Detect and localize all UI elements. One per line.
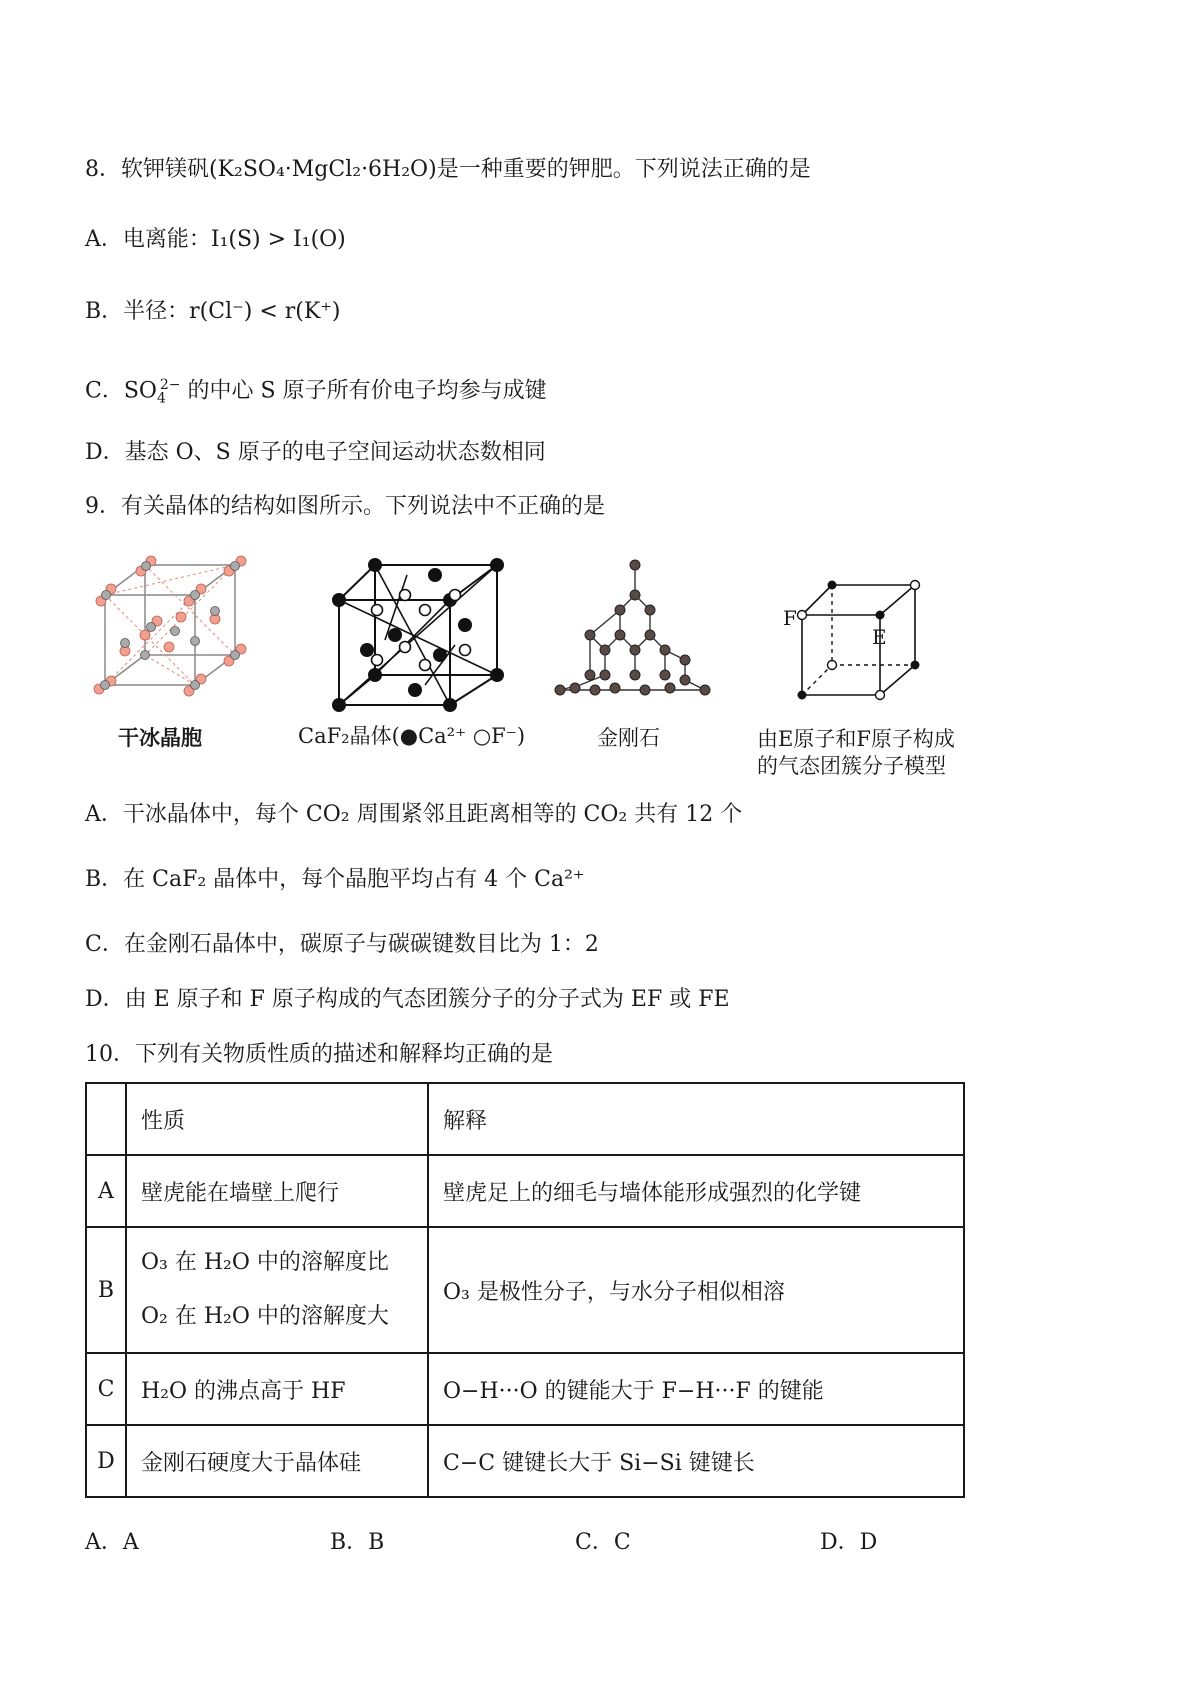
question-8-stem: 8．软钾镁矾(K₂SO₄·MgCl₂·6H₂O)是一种重要的钾肥。下列说法正确的是 [85,157,811,182]
table-header-label [86,1083,126,1155]
caf2-caption: CaF₂晶体(●Ca²⁺ ○F⁻) [298,724,526,748]
question-8-option-a: A．电离能：I₁(S) > I₁(O) [85,227,346,252]
table-row [86,1227,964,1353]
row-property: 金刚石硬度大于晶体硅 [126,1425,428,1497]
dry-ice-caption: 干冰晶胞 [118,726,202,750]
table-row [86,1155,964,1227]
cluster-label-e: E [872,625,887,649]
table-header-explanation: 解释 [428,1083,964,1155]
table-row [86,1353,964,1425]
row-explanation: C−C 键键长大于 Si−Si 键键长 [428,1425,964,1497]
question-8-option-c: C．$SO_4^{2-}$ 的中心 S 原子所有价电子均参与成键 [85,377,547,407]
question-9-option-b: B．在 CaF₂ 晶体中，每个晶胞平均占有 4 个 Ca²⁺ [85,867,585,892]
table-row [86,1425,964,1497]
row-property: O₃ 在 H₂O 中的溶解度比 O₂ 在 H₂O 中的溶解度大 [126,1227,428,1353]
question-8-option-b: B．半径：r(Cl⁻) < r(K⁺) [85,299,341,324]
cluster-molecule-figure [780,575,940,705]
row-explanation: O₃ 是极性分子，与水分子相似相溶 [428,1227,964,1353]
row-explanation: 壁虎足上的细毛与墙体能形成强烈的化学键 [428,1155,964,1227]
table-header-property: 性质 [126,1083,428,1155]
row-label: B [86,1227,126,1353]
table-header-row [86,1083,964,1155]
question-9-option-a: A．干冰晶体中，每个 CO₂ 周围紧邻且距离相等的 CO₂ 共有 12 个 [85,802,743,827]
diamond-figure [550,555,725,705]
row-property: H₂O 的沸点高于 HF [126,1353,428,1425]
option-b: B．B [330,1530,385,1555]
dry-ice-unit-cell-figure [85,555,275,715]
question-10-stem: 10．下列有关物质性质的描述和解释均正确的是 [85,1042,553,1067]
row-label: D [86,1425,126,1497]
property-explanation-table [85,1082,965,1498]
row-explanation: O−H···O 的键能大于 F−H···F 的键能 [428,1353,964,1425]
option-c: C．C [575,1530,631,1555]
diamond-caption: 金刚石 [597,726,660,750]
question-9-stem: 9．有关晶体的结构如图所示。下列说法中不正确的是 [85,494,605,519]
row-label: C [86,1353,126,1425]
caf2-crystal-figure [325,555,515,715]
option-a: A．A [85,1530,139,1555]
cluster-caption: 由E原子和F原子构成 的气态团簇分子模型 [757,727,955,778]
row-property: 壁虎能在墙壁上爬行 [126,1155,428,1227]
question-9-option-d: D．由 E 原子和 F 原子构成的气态团簇分子的分子式为 EF 或 FE [85,987,730,1012]
question-8-option-d: D．基态 O、S 原子的电子空间运动状态数相同 [85,440,546,465]
cluster-label-f: F [783,606,797,630]
option-d: D．D [820,1530,878,1555]
row-label: A [86,1155,126,1227]
question-9-option-c: C．在金刚石晶体中，碳原子与碳碳键数目比为 1：2 [85,932,599,957]
